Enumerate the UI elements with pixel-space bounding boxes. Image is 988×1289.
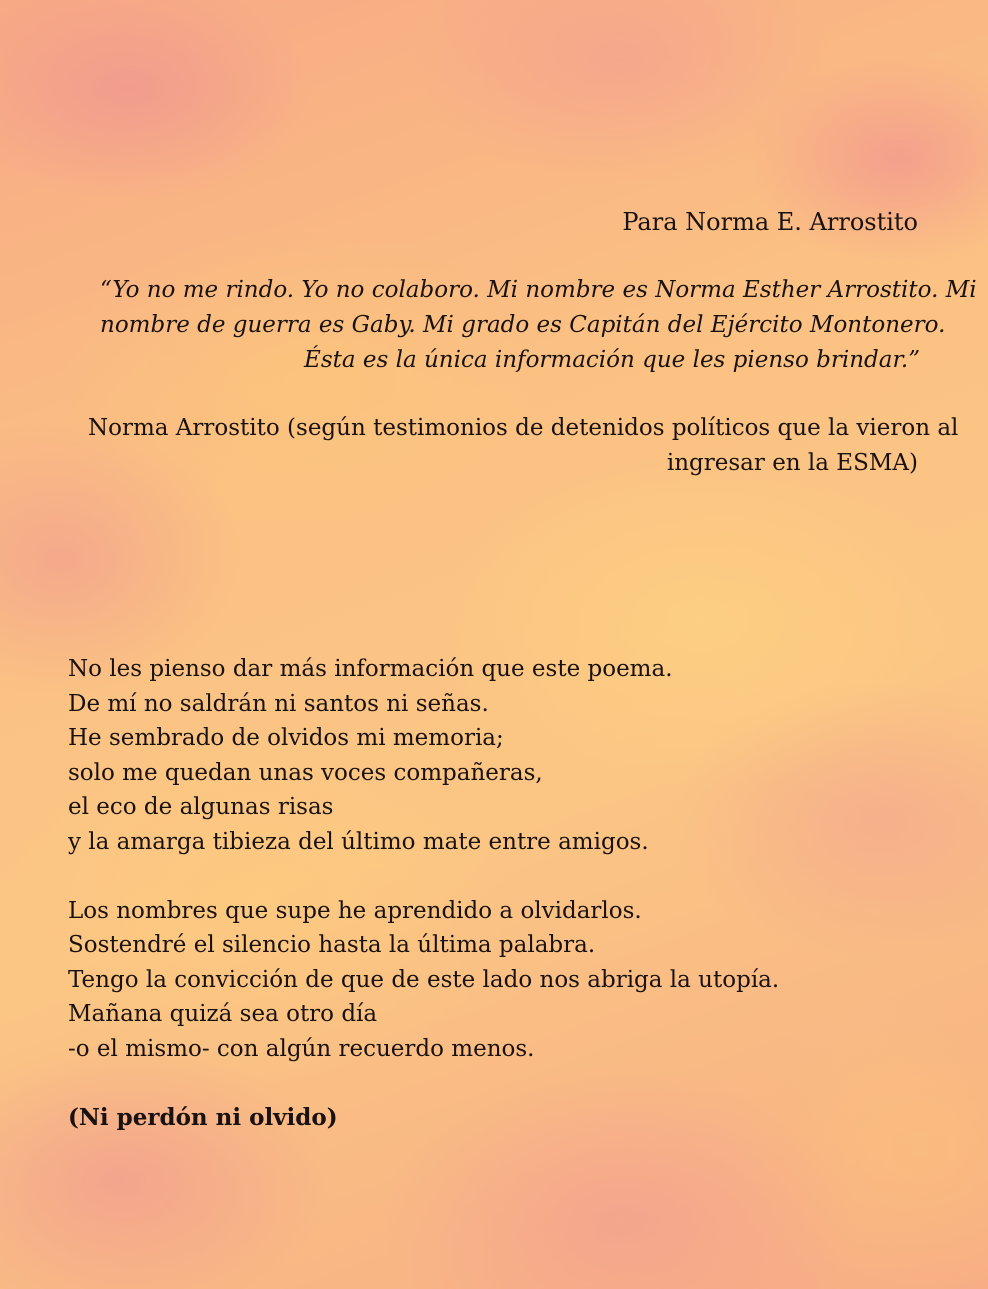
verse-line: He sembrado de olvidos mi memoria; <box>68 725 504 751</box>
stanza-1 <box>68 652 928 859</box>
quote-attribution <box>88 411 959 481</box>
closing-line: (Ni perdón ni olvido) <box>68 1103 338 1131</box>
attribution-line: ingresar en la ESMA) <box>666 450 918 476</box>
stanza-2 <box>68 894 928 1067</box>
verse-line: solo me quedan unas voces compañeras, <box>68 759 543 786</box>
verse-line: Mañana quizá sea otro día <box>68 1001 378 1027</box>
verse-line: No les pienso dar más información que este poema. <box>68 656 673 682</box>
verse-line: -o el mismo- con algún recuerdo menos. <box>68 1035 535 1062</box>
poem-body <box>68 652 928 1135</box>
epigraph-quote <box>100 273 977 378</box>
quote-line: Ésta es la única información que les pienso brindar.” <box>304 347 920 373</box>
verse-line: Tengo la convicción de que de este lado nos abriga la utopía. <box>68 966 780 993</box>
quote-line: “Yo no me rindo. Yo no colaboro. Mi nombre es Norma Esther Arrostito. Mi <box>100 277 977 303</box>
quote-line: nombre de guerra es Gaby. Mi grado es Capitán del Ejército Montonero. <box>100 312 946 338</box>
verse-line: el eco de algunas risas <box>68 794 334 820</box>
verse-line: Los nombres que supe he aprendido a olvidarlos. <box>68 897 642 924</box>
verse-line: y la amarga tibieza del último mate entre amigos. <box>68 828 649 855</box>
verse-line: Sostendré el silencio hasta la última palabra. <box>68 932 596 958</box>
attribution-line: Norma Arrostito (según testimonios de detenidos políticos que la vieron al <box>88 415 959 441</box>
dedication: Para Norma E. Arrostito <box>622 208 918 236</box>
verse-line: De mí no saldrán ni santos ni señas. <box>68 690 489 717</box>
